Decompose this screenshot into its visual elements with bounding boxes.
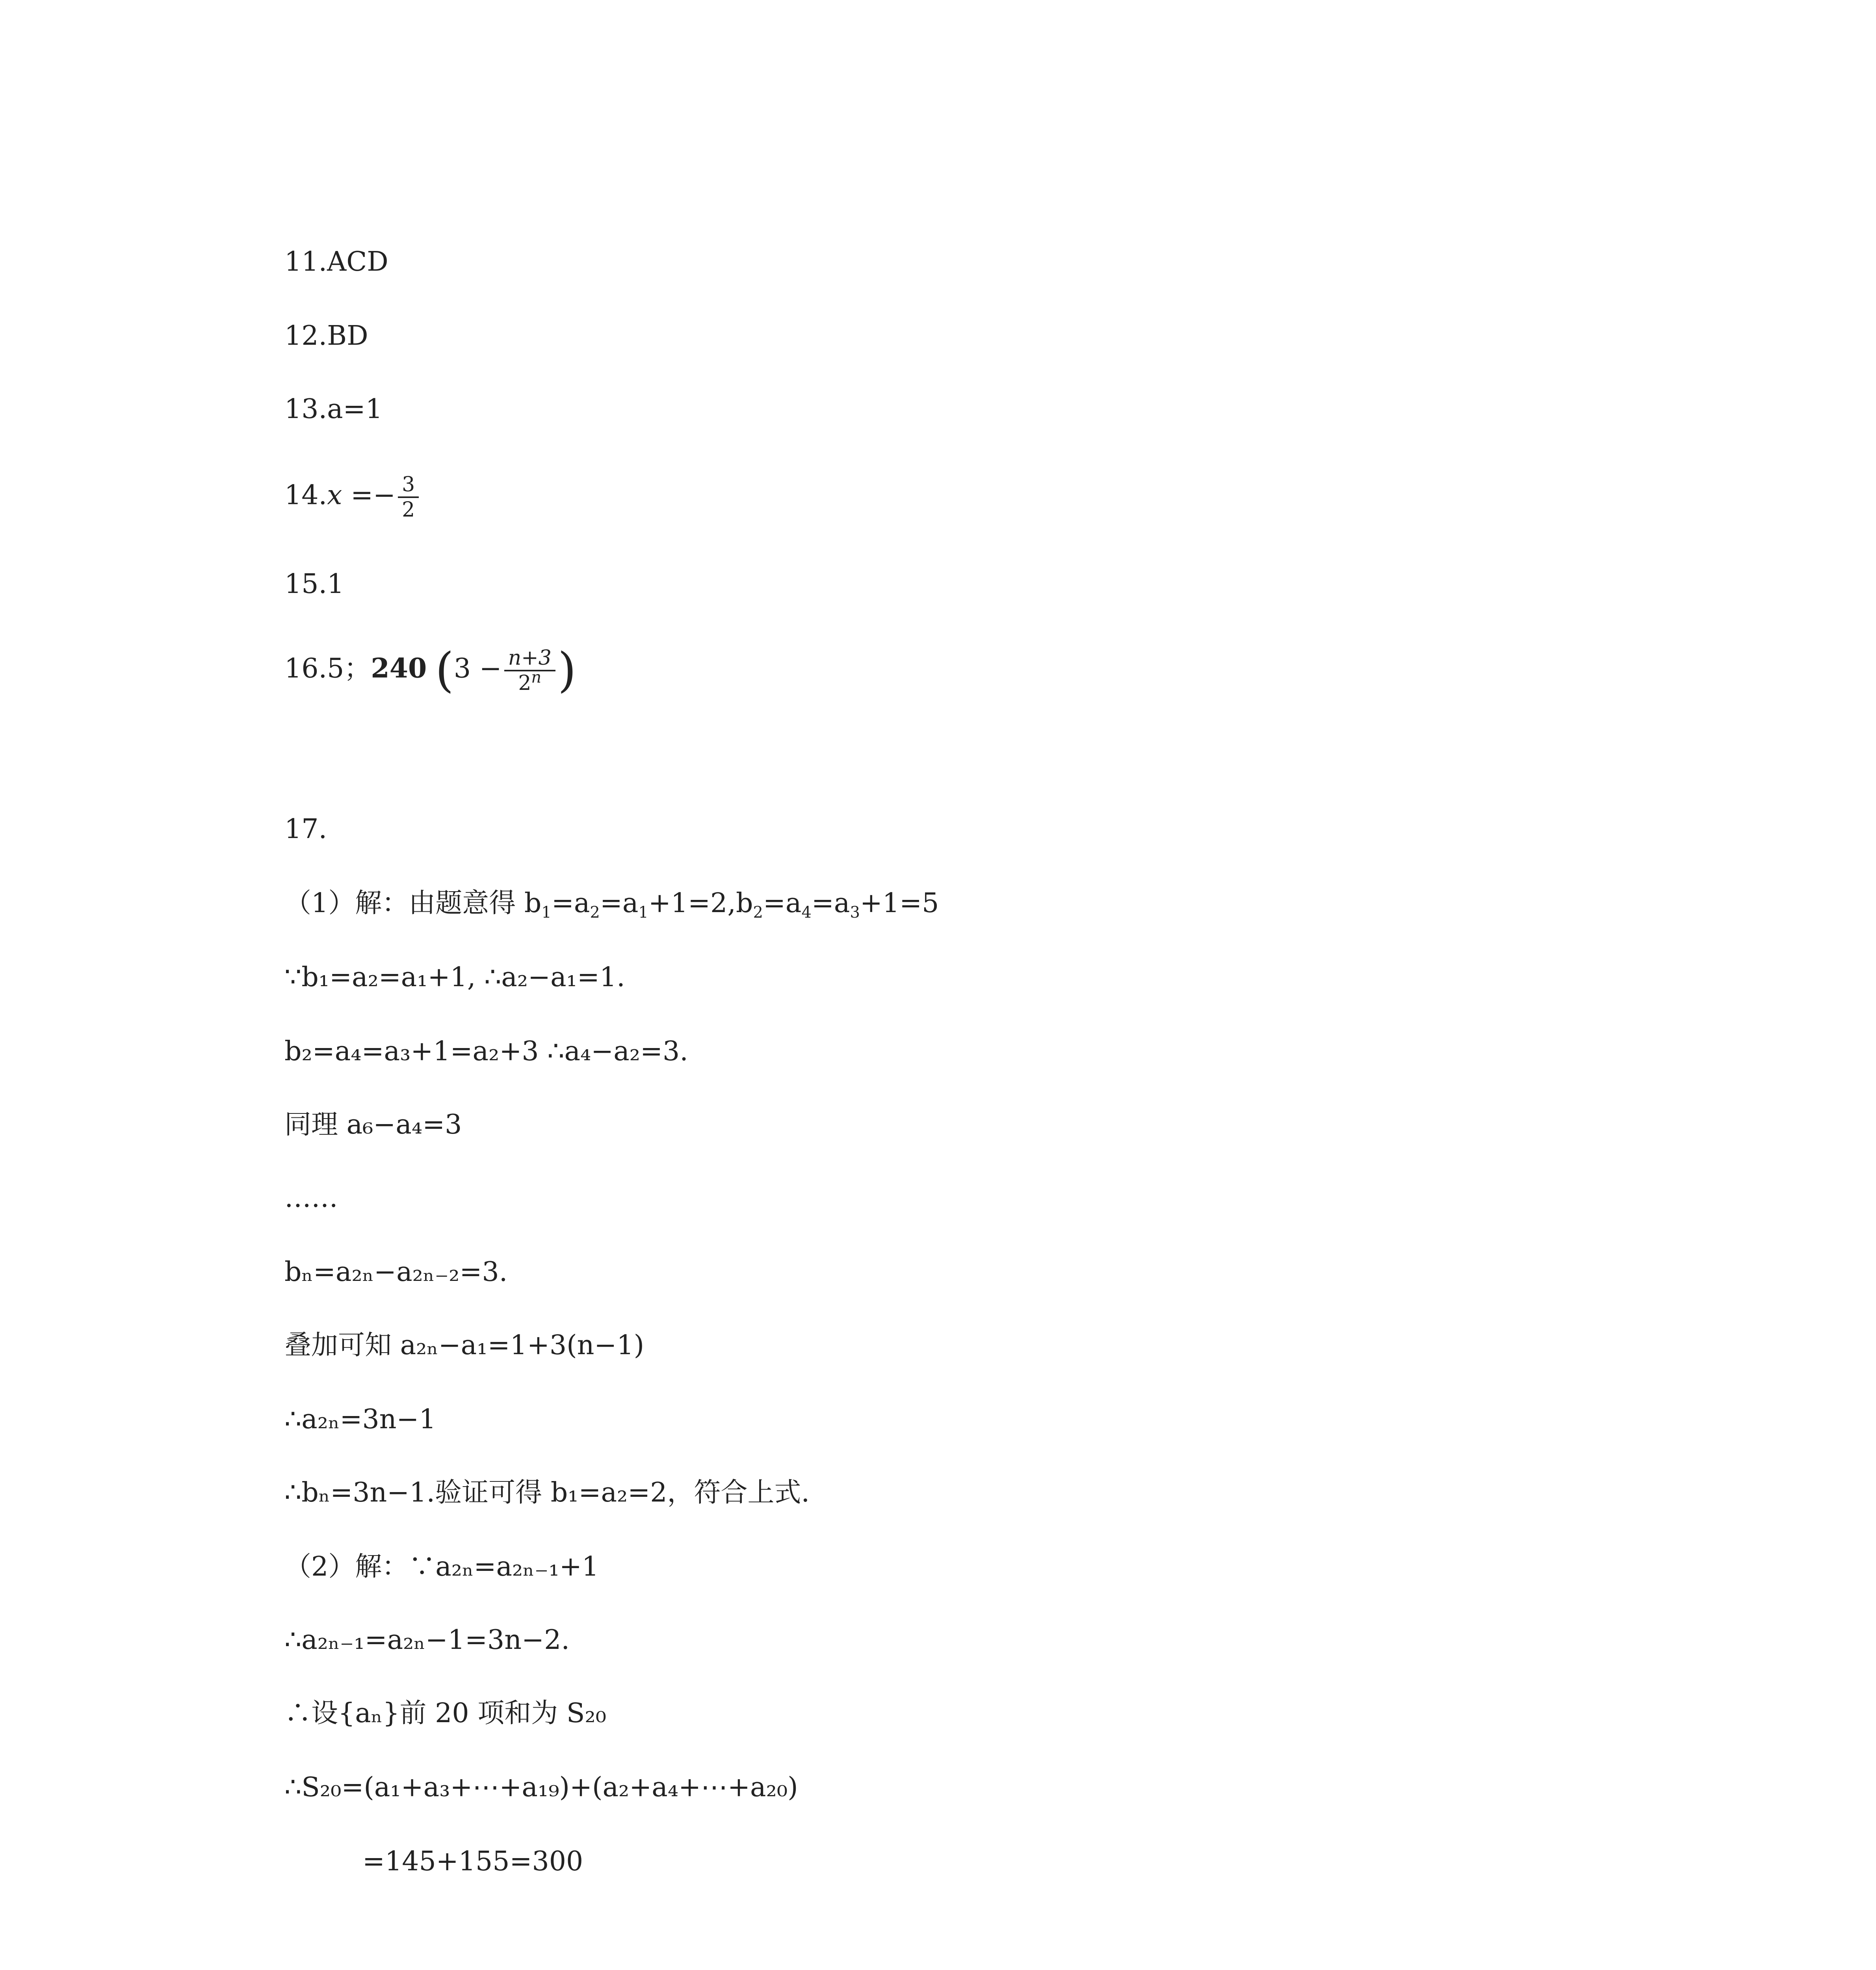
- answer-12: 12.BD: [284, 320, 368, 351]
- q17-line10: （2）解：∵a₂ₙ=a₂ₙ₋₁+1: [284, 1551, 599, 1582]
- q17-line6: bₙ=a₂ₙ−a₂ₙ₋₂=3.: [284, 1256, 508, 1288]
- q17-line4: 同理 a₆−a₄=3: [284, 1109, 462, 1140]
- answer-14-expr: x =−: [327, 479, 396, 511]
- q17-line7: 叠加可知 a₂ₙ−a₁=1+3(n−1): [284, 1330, 645, 1361]
- q17-line3: b₂=a₄=a₃+1=a₂+3 ∴a₄−a₂=3.: [284, 1036, 688, 1067]
- q17-line11: ∴a₂ₙ₋₁=a₂ₙ−1=3n−2.: [284, 1624, 570, 1656]
- answer-14-fraction: [398, 473, 419, 522]
- answer-16: 16.5；240 (3 − $\frac{n+3}{2^n}$ ): [284, 643, 576, 698]
- q17-line9: ∴bₙ=3n−1.验证可得 b₁=a₂=2，符合上式.: [284, 1477, 810, 1508]
- q17-line12: ∴设{aₙ}前 20 项和为 S₂₀: [284, 1698, 606, 1729]
- answer-16-numerator: n+3: [504, 646, 555, 671]
- answer-14-denominator: 2: [402, 498, 415, 522]
- q17-line5: ……: [284, 1182, 338, 1214]
- answer-11: 11.ACD: [284, 246, 388, 277]
- q17-line2: ∵b₁=a₂=a₁+1, ∴a₂−a₁=1.: [284, 962, 625, 993]
- answer-16-prefix: 16.5；: [284, 653, 371, 684]
- q17-line8: ∴a₂ₙ=3n−1: [284, 1404, 436, 1435]
- answer-14: [284, 473, 421, 522]
- answer-14-prefix: 14.: [284, 479, 327, 511]
- answer-16-coef: 240: [371, 652, 427, 684]
- q17-title: 17.: [284, 814, 327, 845]
- q17-line13: ∴S₂₀=(a₁+a₃+⋯+a₁₉)+(a₂+a₄+⋯+a₂₀): [284, 1772, 798, 1803]
- q17-line14: =145+155=300: [362, 1846, 583, 1877]
- answer-14-numerator: 3: [398, 473, 419, 498]
- answer-13: 13.a=1: [284, 394, 383, 425]
- answer-15: 15.1: [284, 569, 344, 600]
- answer-16-fraction: [504, 646, 555, 695]
- answer-16-denominator: 2$^n$: [518, 668, 542, 695]
- q17-part1-line1: （1）解：由题意得 $b_1=a_2=a_1+1=2,b_2=a_4=a_3+1=5$: [284, 888, 939, 922]
- answer-16-inner: 3 −: [453, 653, 502, 684]
